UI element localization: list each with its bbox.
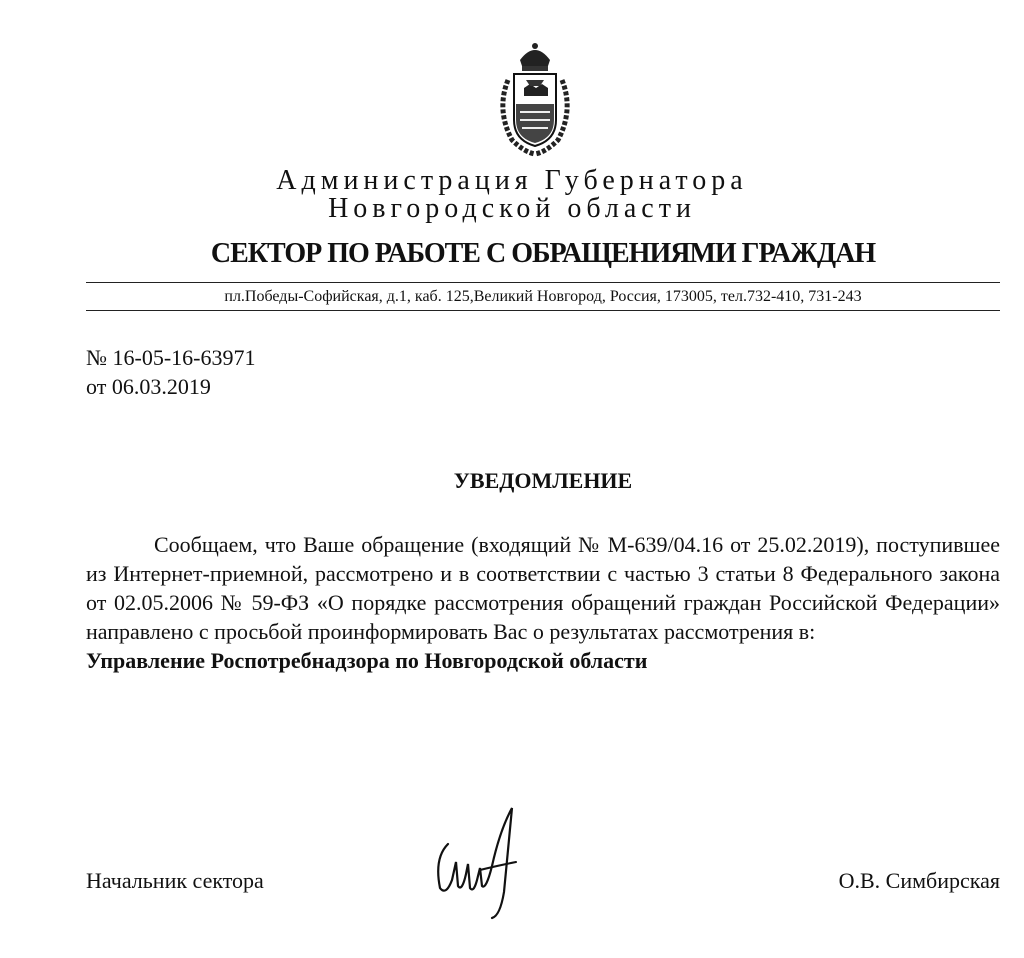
document-number: № 16-05-16-63971 [86, 345, 256, 370]
handwritten-signature [420, 800, 530, 920]
organization-name-line1: Администрация Губернатора [276, 165, 748, 196]
notice-paragraph: Сообщаем, что Ваше обращение (входящий № М-639/04.16 от 25.02.2019), поступившее из Интернет-приемной, рассмотрено и в соответствии с частью 3 статьи 8 Федерального закона от 02.05.2006 № 59-ФЗ «О порядке рассмотрения обращений граждан Российской Федерации» направлено с просьбой проинформировать Вас о результатах рассмотрения в: [86, 532, 1000, 644]
notice-title: УВЕДОМЛЕНИЕ [453, 468, 633, 493]
document-date: от 06.03.2019 [86, 374, 211, 399]
organization-name-line2: Новгородской области [328, 193, 696, 224]
signer-position: Начальник сектора [86, 868, 264, 893]
header-rule-bottom [86, 310, 1000, 311]
notice-body [86, 530, 1000, 675]
signer-name: О.В. Симбирская [838, 868, 1000, 893]
address-line: пл.Победы-Софийская, д.1, каб. 125,Великий Новгород, Россия, 173005, тел.732-410, 731-243 [224, 288, 862, 305]
coat-of-arms-emblem [490, 40, 580, 160]
sector-title: СЕКТОР ПО РАБОТЕ С ОБРАЩЕНИЯМИ ГРАЖДАН [210, 238, 876, 269]
recipient-organization: Управление Роспотребнадзора по Новгородской области [86, 648, 648, 673]
header-rule-top [86, 282, 1000, 283]
